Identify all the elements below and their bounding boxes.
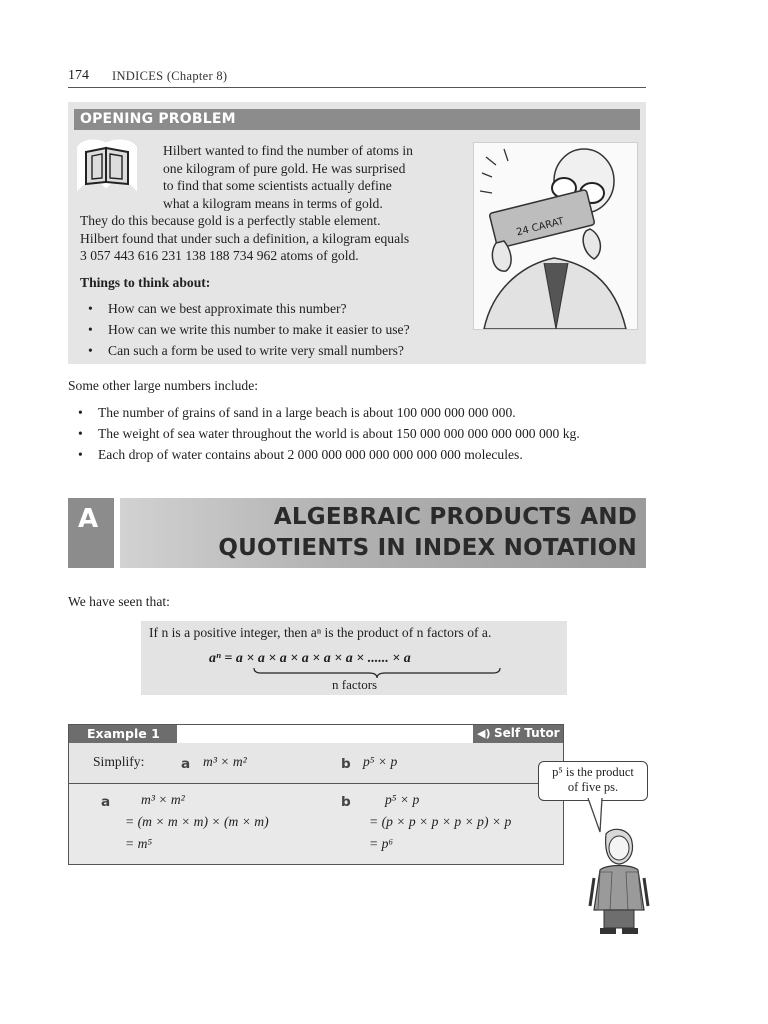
underbrace-label: n factors bbox=[332, 677, 378, 692]
definition-formula: aⁿ = a × a × a × a × a × a × ...... × a bbox=[209, 651, 411, 666]
gold-bar-label: 24 CARAT bbox=[515, 215, 565, 239]
page-number: 174 bbox=[68, 68, 89, 83]
paragraph-line: 3 057 443 616 231 138 188 734 962 atoms of gold. bbox=[80, 248, 359, 263]
self-tutor-button[interactable] bbox=[473, 725, 563, 743]
self-tutor-label: Self Tutor bbox=[494, 726, 560, 740]
definition-box bbox=[141, 621, 567, 695]
speech-bubble bbox=[538, 761, 648, 801]
large-number-text: The weight of sea water throughout the world is about 150 000 000 000 000 000 000 kg. bbox=[98, 426, 580, 441]
paragraph-line: to find that some scientists actually define bbox=[163, 178, 392, 193]
section-letter: A bbox=[78, 504, 99, 534]
question-prefix: Simplify: bbox=[93, 754, 145, 769]
part-b-question: p⁵ × p bbox=[363, 754, 398, 769]
opening-paragraph-indented bbox=[163, 142, 448, 212]
page-header bbox=[68, 68, 646, 88]
opening-problem-heading-bar bbox=[74, 109, 640, 130]
solution-a-line: = (m × m × m) × (m × m) bbox=[125, 814, 269, 829]
question-text: How can we best approximate this number? bbox=[108, 301, 347, 316]
part-a-question: m³ × m² bbox=[203, 754, 247, 769]
solution-a-line: m³ × m² bbox=[141, 792, 185, 807]
example-tag bbox=[69, 725, 177, 743]
paragraph-line: They do this because gold is a perfectly stable element. bbox=[80, 213, 381, 228]
bubble-line-1: p⁵ is the product bbox=[552, 765, 634, 779]
part-a-label: a bbox=[181, 756, 191, 772]
solution-b-line: p⁵ × p bbox=[385, 792, 420, 807]
example-solution-area bbox=[69, 784, 563, 864]
open-book-icon bbox=[76, 138, 138, 192]
paragraph-line: Hilbert found that under such a definition, a kilogram equals bbox=[80, 230, 410, 246]
solution-b-line: = (p × p × p × p × p) × p bbox=[369, 814, 512, 829]
section-letter-box bbox=[68, 498, 114, 568]
section-title-line-2: QUOTIENTS IN INDEX NOTATION bbox=[218, 535, 637, 561]
definition-statement: If n is a positive integer, then aⁿ is the product of n factors of a. bbox=[149, 625, 492, 640]
opening-problem-box: OPENING PROBLEM Hilbert wanted to find the number of atoms in one kilogram of pure gold. He was surprised to find that some scientists actually define what a kilogram means in terms of gold. They do this because gold is a perfectly stable element. Hilbert found that under such a definition, a kilogram equals 3 057 443 616 231 138 188 734 962 atoms of gold. 24 CARAT Things to think about: • How can we best approximate this number? • How can we write this number to make it easier to use? • Can such a form be used to write very small numbers? bbox=[68, 102, 646, 364]
example-tag-label: Example 1 bbox=[87, 726, 160, 741]
large-number-text: The number of grains of sand in a large beach is about 100 000 000 000 000. bbox=[98, 405, 516, 420]
bubble-line-2: of five ps. bbox=[567, 780, 619, 794]
example-1-box bbox=[68, 724, 564, 865]
part-b-label: b bbox=[341, 756, 351, 772]
large-number-text: Each drop of water contains about 2 000 000 000 000 000 000 000 molecules. bbox=[98, 447, 523, 462]
intro-lead: Some other large numbers include: bbox=[68, 378, 259, 393]
solution-a-line: = m⁵ bbox=[125, 836, 153, 851]
paragraph-line: Hilbert wanted to find the number of atoms in bbox=[163, 143, 413, 158]
we-have-seen: We have seen that: bbox=[68, 594, 170, 609]
paragraph-line: what a kilogram means in terms of gold. bbox=[163, 195, 383, 211]
opening-paragraph-full bbox=[80, 212, 460, 265]
speaker-icon: ◀) bbox=[477, 727, 491, 740]
question-text: Can such a form be used to write very small numbers? bbox=[108, 343, 404, 358]
tutor-character-illustration bbox=[588, 828, 650, 938]
solution-b-label: b bbox=[341, 794, 351, 810]
opening-problem-heading: OPENING PROBLEM bbox=[80, 111, 236, 127]
example-question-row bbox=[69, 743, 563, 784]
solution-b-line: = p⁶ bbox=[369, 836, 394, 851]
hilbert-gold-bar-illustration bbox=[473, 142, 638, 330]
question-text: How can we write this number to make it easier to use? bbox=[108, 322, 410, 337]
running-title: INDICES (Chapter 8) bbox=[112, 69, 228, 83]
paragraph-line: one kilogram of pure gold. He was surprised bbox=[163, 160, 406, 176]
section-title-bar bbox=[120, 498, 646, 568]
example-header bbox=[69, 725, 563, 743]
things-to-think-heading: Things to think about: bbox=[80, 275, 211, 290]
section-title-line-1: ALGEBRAIC PRODUCTS AND bbox=[273, 504, 637, 530]
solution-a-label: a bbox=[101, 794, 111, 810]
